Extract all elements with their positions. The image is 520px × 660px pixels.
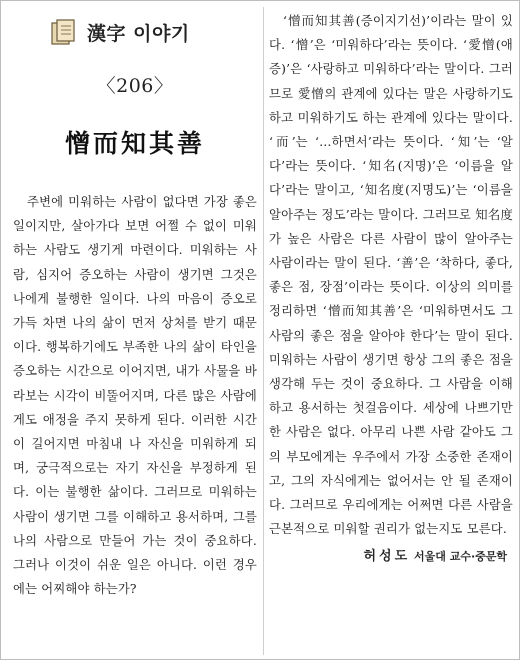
column-divider bbox=[263, 7, 264, 655]
byline bbox=[269, 545, 513, 564]
author-affiliation: 서울대 교수·중문학 bbox=[413, 550, 507, 564]
column-header-title: 漢字 이야기 bbox=[87, 22, 190, 45]
scroll-icon bbox=[49, 17, 79, 47]
author-name: 허성도 bbox=[363, 549, 411, 565]
column-header bbox=[13, 9, 257, 55]
article-paragraph-right: ‘憎而知其善(증이지기선)’이라는 말이 있다. ‘憎’은 ‘미워하다’라는 뜻이다. ‘愛憎(애증)’은 ‘사랑하고 미워하다’라는 말이다. 그러므로 愛憎의 관계에 있다는 말은 사랑하기도 하고 미워하기도 하는 관계에 있다는 말이다. ‘而’는 ‘…하면서’라는 뜻이다. ‘知’는 ‘알다’라는 뜻이다. ‘知名(지명)’은 ‘이름을 알다’라는 말이고, ‘知名度(지명도)’는 ‘이름을 알아주는 정도’라는 말이다. 그러므로 知名度가 높은 사람은 다른 사람이 많이 알아주는 사람이라는 말이 된다. ‘善’은 ‘착하다, 좋다, 좋은 점, 장점’이라는 뜻이다. 이상의 의미를 정리하면 ‘憎而知其善’은 ‘미워하면서도 그 사람의 좋은 점을 알아야 한다’는 말이 된다. 미워하는 사람이 생기면 항상 그의 좋은 점을 생각해 두는 것이 중요하다. 그 사람을 이해하고 용서하는 첫걸음이다. 세상에 나쁘기만 한 사람은 없다. 아무리 나쁜 사람 같아도 그의 부모에게는 우주에서 가장 소중한 존재이고, 그의 자식에게는 없어서는 안 될 존재이다. 그러므로 우리에게는 어쩌면 다른 사람을 근본적으로 미워할 권리가 없는지도 모른다. bbox=[269, 14, 513, 537]
left-column bbox=[13, 9, 257, 601]
series-number: 〈206〉 bbox=[96, 75, 174, 97]
headline: 憎而知其善 bbox=[64, 129, 205, 158]
article-paragraph-left: 주변에 미워하는 사람이 없다면 가장 좋은 일이지만, 살아가다 보면 어쩔 수 없이 미워하는 사람도 생기게 마련이다. 미워하는 사람, 심지어 증오하는 사람이 생기면 그것은 나에게 불행한 일이다. 나의 마음이 증오로 가득 차면 나의 삶이 먼저 상처를 받기 때문이다. 행복하기에도 부족한 나의 삶이 타인을 증오하는 시간으로 이어지면, 내가 사물을 바라보는 시각이 비뚤어지며, 다른 많은 사람에게도 애정을 주지 못하게 된다. 이러한 시간이 길어지면 마침내 나 자신을 미워하게 되며, 궁극적으로는 자기 자신을 부정하게 된다. 이는 불행한 삶이다. 그러므로 미워하는 사람이 생기면 그를 이해하고 용서하며, 그를 나의 사람으로 만들어 가는 것이 중요하다. 그러나 이것이 쉬운 일은 아니다. 이런 경우에는 어찌해야 하는가? bbox=[13, 195, 257, 597]
right-column bbox=[269, 9, 513, 564]
